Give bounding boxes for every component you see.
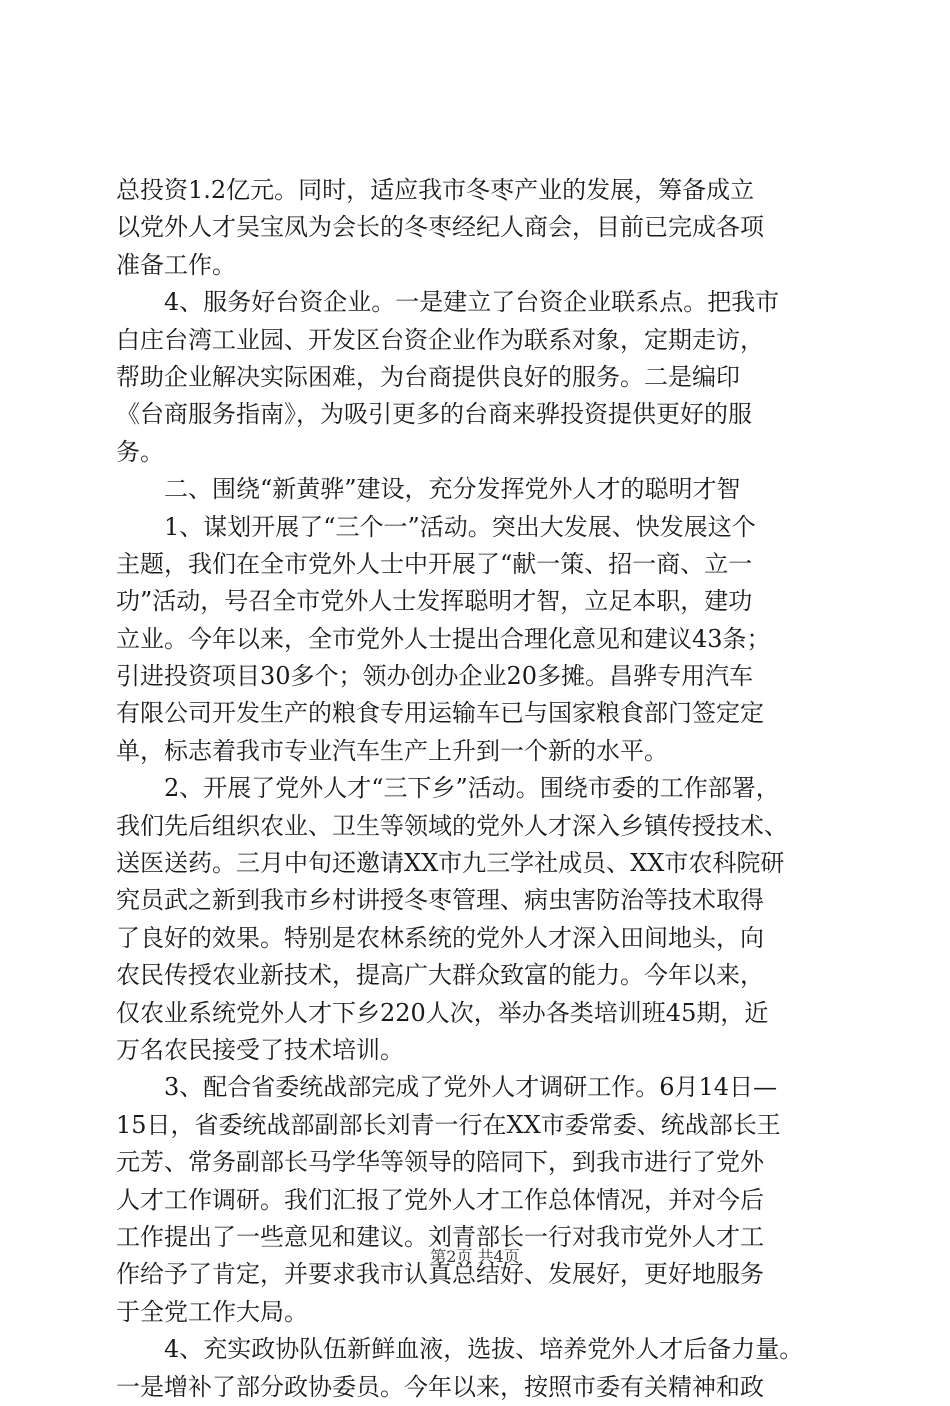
text-line: 立业。今年以来，全市党外人士提出合理化意见和建议43条； bbox=[116, 624, 771, 653]
text-line: 《台商服务指南》，为吸引更多的台商来骅投资提供更好的服 bbox=[116, 400, 752, 429]
text-line: 3、配合省委统战部完成了党外人才调研工作。6月14日— bbox=[164, 1073, 778, 1102]
text-line: 作给予了肯定，并要求我市认真总结好、发展好，更好地服务 bbox=[116, 1260, 764, 1289]
text-line: 总投资1.2亿元。同时，适应我市冬枣产业的发展，筹备成立 bbox=[116, 176, 755, 204]
text-line: 以党外人才吴宝凤为会长的冬枣经纪人商会，目前已完成各项 bbox=[116, 213, 764, 242]
text-line: 2、开展了党外人才“三下乡”活动。围绕市委的工作部署， bbox=[164, 774, 780, 803]
page-footer: 第2页 共4页 bbox=[430, 1247, 520, 1266]
text-line: 人才工作调研。我们汇报了党外人才工作总体情况，并对今后 bbox=[116, 1185, 764, 1214]
text-line: 功”活动，号召全市党外人士发挥聪明才智，立足本职，建功 bbox=[116, 587, 753, 616]
text-line: 工作提出了一些意见和建议。刘青部长一行对我市党外人才工 bbox=[116, 1222, 764, 1251]
text-line: 4、充实政协队伍新鲜血液，选拔、培养党外人才后备力量。 bbox=[164, 1335, 804, 1364]
text-line: 有限公司开发生产的粮食专用运输车已与国家粮食部门签定定 bbox=[116, 699, 764, 728]
text-line: 万名农民接受了技术培训。 bbox=[116, 1035, 404, 1064]
text-line: 引进投资项目30多个；领办创办企业20多摊。昌骅专用汽车 bbox=[116, 662, 754, 691]
text-line: 主题，我们在全市党外人士中开展了“献一策、招一商、立一 bbox=[116, 549, 753, 578]
text-line: 农民传授农业新技术，提高广大群众致富的能力。今年以来， bbox=[116, 961, 764, 990]
text-line: 究员武之新到我市乡村讲授冬枣管理、病虫害防治等技术取得 bbox=[116, 886, 764, 915]
text-line: 一是增补了部分政协委员。今年以来，按照市委有关精神和政 bbox=[116, 1372, 764, 1401]
text-line: 1、谋划开展了“三个一”活动。突出大发展、快发展这个 bbox=[164, 512, 756, 541]
text-line: 准备工作。 bbox=[116, 250, 236, 279]
text-line: 元芳、常务副部长马学华等领导的陪同下，到我市进行了党外 bbox=[116, 1148, 764, 1177]
text-line: 二、围绕“新黄骅”建设，充分发挥党外人才的聪明才智 bbox=[164, 475, 741, 504]
text-line: 帮助企业解决实际困难，为台商提供良好的服务。二是编印 bbox=[116, 362, 740, 391]
text-line: 我们先后组织农业、卫生等领域的党外人才深入乡镇传授技术、 bbox=[116, 811, 788, 840]
text-line: 4、服务好台资企业。一是建立了台资企业联系点。把我市 bbox=[164, 288, 780, 317]
text-line: 于全党工作大局。 bbox=[116, 1297, 308, 1326]
text-line: 务。 bbox=[116, 437, 164, 466]
text-line: 送医送药。三月中旬还邀请XX市九三学社成员、XX市农科院研 bbox=[116, 849, 785, 878]
text-line: 单，标志着我市专业汽车生产上升到一个新的水平。 bbox=[116, 736, 668, 765]
text-line: 15日，省委统战部副部长刘青一行在XX市委常委、统战部长王 bbox=[116, 1110, 781, 1139]
document-body bbox=[116, 172, 836, 1406]
text-line: 了良好的效果。特别是农林系统的党外人才深入田间地头，向 bbox=[116, 923, 764, 952]
text-line: 白庄台湾工业园、开发区台资企业作为联系对象，定期走访， bbox=[116, 325, 764, 354]
text-line: 仅农业系统党外人才下乡220人次，举办各类培训班45期，近 bbox=[116, 998, 769, 1027]
